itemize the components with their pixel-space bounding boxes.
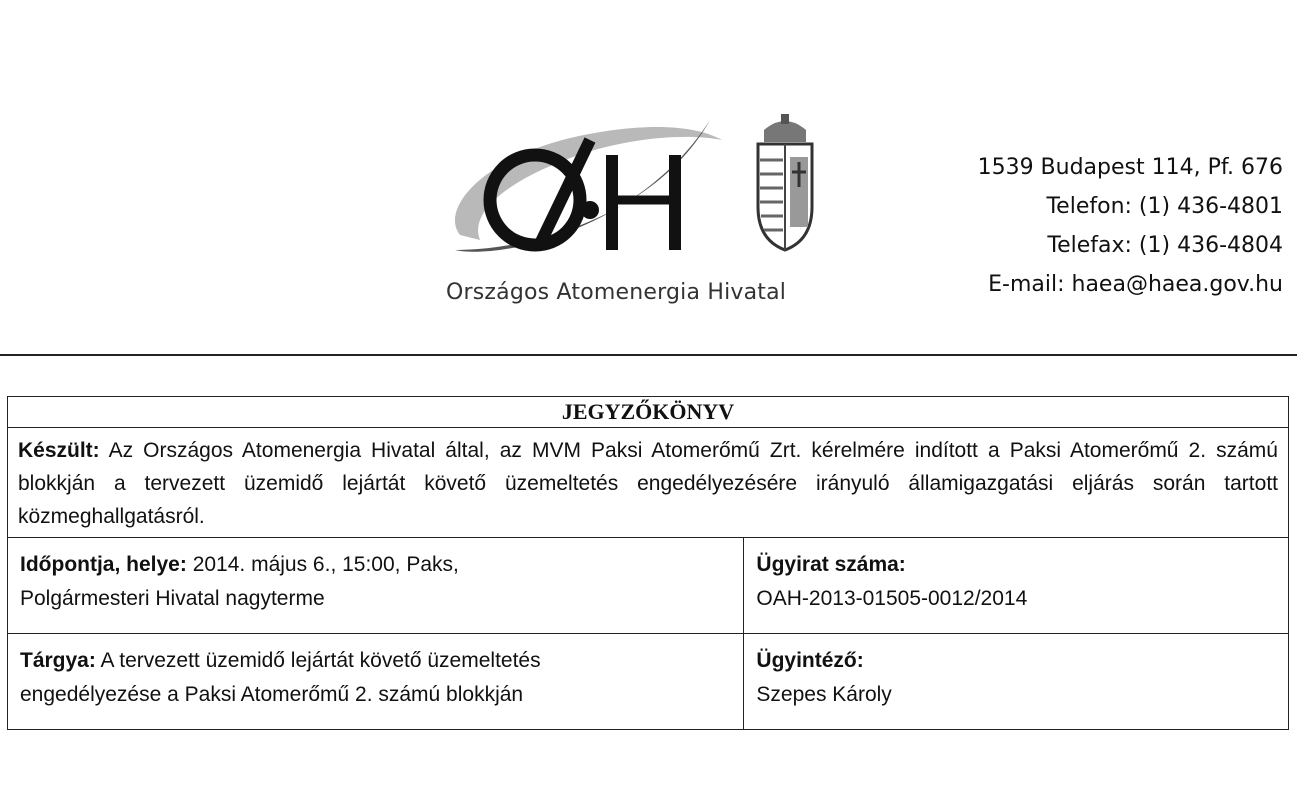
contact-fax: Telefax: (1) 436-4804 bbox=[1047, 233, 1283, 258]
officer-cell bbox=[744, 634, 1289, 730]
file-number-value: OAH-2013-01505-0012/2014 bbox=[756, 587, 1028, 610]
contact-phone: Telefon: (1) 436-4801 bbox=[1046, 194, 1283, 219]
subject-label: Tárgya: bbox=[20, 649, 96, 672]
subject-line1: A tervezett üzemidő lejártát követő üzemeltetés bbox=[100, 649, 541, 672]
time-place-line1: 2014. május 6., 15:00, Paks, bbox=[192, 553, 459, 576]
document-title: JEGYZŐKÖNYV bbox=[8, 397, 1289, 428]
time-place-line2: Polgármesteri Hivatal nagyterme bbox=[20, 587, 325, 610]
officer-value: Szepes Károly bbox=[756, 683, 892, 706]
contact-block bbox=[978, 148, 1283, 304]
time-place-label: Időpontja, helye: bbox=[20, 553, 187, 576]
officer-label: Ügyintéző: bbox=[756, 649, 864, 672]
time-place-cell bbox=[8, 538, 744, 634]
contact-address: 1539 Budapest 114, Pf. 676 bbox=[977, 155, 1283, 180]
subject-line2: engedélyezése a Paksi Atomerőmű 2. számú blokkján bbox=[20, 683, 524, 706]
file-number-label: Ügyirat száma: bbox=[756, 553, 906, 576]
contact-email[interactable]: E-mail: haea@haea.gov.hu bbox=[988, 272, 1283, 297]
subject-cell bbox=[8, 634, 744, 730]
made-text: Az Országos Atomenergia Hivatal által, az MVM Paksi Atomerőmű Zrt. kérelmére indított a Paksi Atomerőmű 2. számú blokkján a tervezett üzemidő lejártát követő üzemeltetés engedélyezésére irányuló államigazgatási eljárás során tartott közmeghallgatásról. bbox=[18, 439, 1278, 528]
made-cell bbox=[8, 428, 1289, 538]
header-divider bbox=[0, 354, 1297, 356]
hungarian-coat-of-arms-icon bbox=[750, 112, 820, 252]
oah-logo-icon bbox=[440, 100, 740, 270]
organization-name: Országos Atomenergia Hivatal bbox=[446, 280, 787, 305]
header-logo-area bbox=[440, 100, 840, 320]
minutes-table bbox=[7, 396, 1289, 730]
file-number-cell bbox=[744, 538, 1289, 634]
made-label: Készült: bbox=[18, 439, 100, 462]
